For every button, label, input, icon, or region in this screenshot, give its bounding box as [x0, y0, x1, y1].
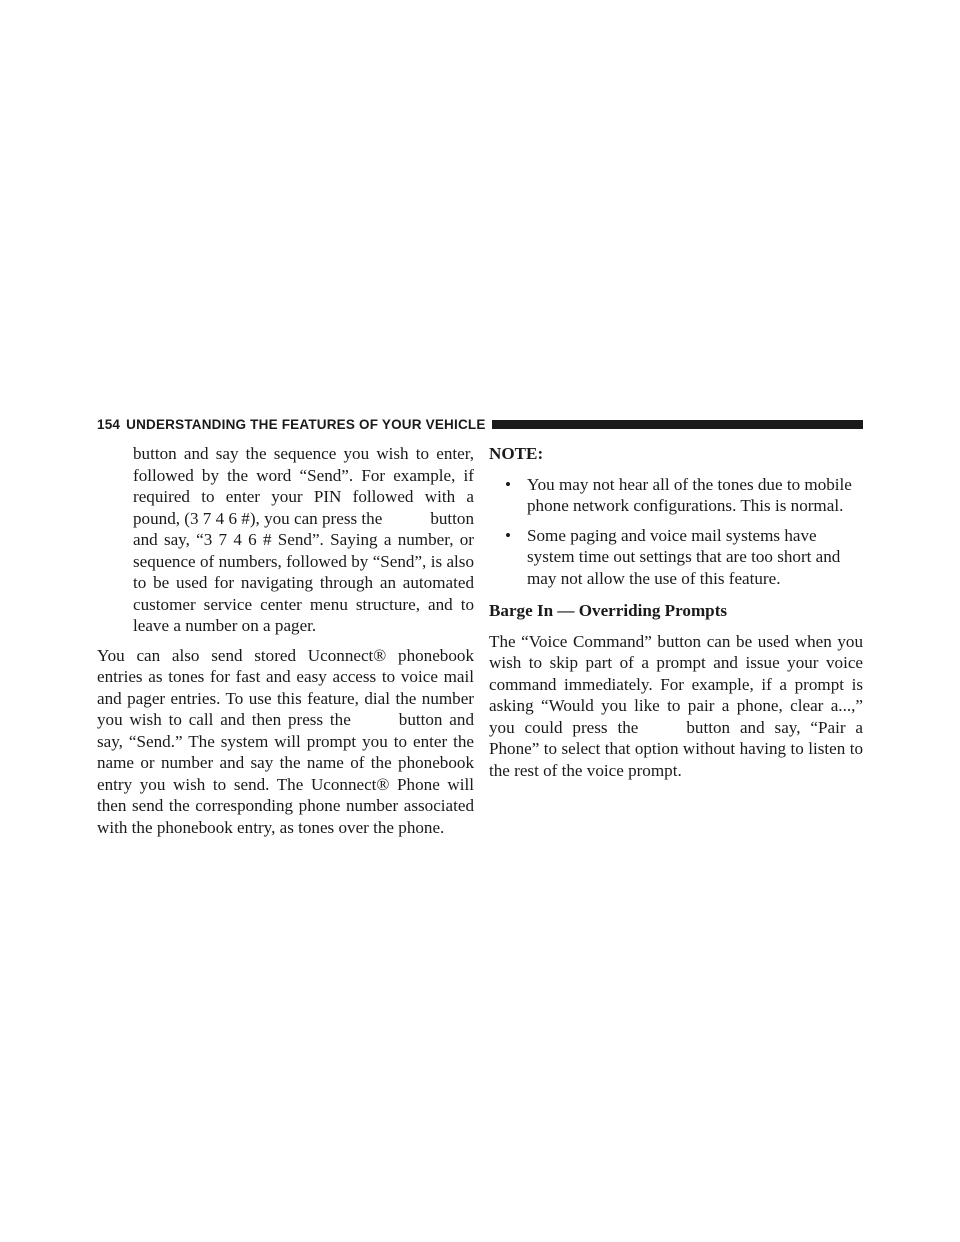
paragraph-phonebook-tones	[97, 645, 474, 839]
paragraph-text: button and say the sequence you wish to enter, followed by the word “Send”. For example, if required to enter your PIN followed with a pound, (3 7 4 6 #), you can press the	[133, 444, 474, 528]
note-heading: NOTE:	[489, 444, 544, 463]
paragraph-text: button and say, “3 7 4 6 # Send”. Saying a number, or sequence of numbers, followed by “Send”, is also to be used for navigating through an automated customer service center menu structure, and to leave a number on a pager.	[133, 508, 474, 635]
paragraph-text: button and say, “Pair a Phone” to select that option without having to listen to the rest of the voice prompt.	[489, 717, 864, 780]
note-list	[489, 474, 863, 590]
bullet-icon: •	[505, 474, 511, 494]
header-rule	[492, 420, 863, 429]
note-text: You may not hear all of the tones due to mobile phone network configurations. This is normal.	[527, 474, 852, 515]
note-item	[489, 474, 863, 517]
paragraph-text: The “Voice Command” button can be used when you wish to skip part of a prompt and issue your voice command immediately. For example, if a prompt is asking “Would you like to pair a phone, clear a...,” you could press the	[489, 631, 863, 737]
paragraph-barge-in	[489, 631, 863, 782]
right-column	[489, 443, 863, 781]
paragraph-send-sequence	[97, 443, 474, 637]
paragraph-text: button and say, “Send.” The system will prompt you to enter the name or number and say the name of the phonebook entry you wish to send. The Uconnect® Phone will then send the corresponding phone number associated with the phonebook entry, as tones over the phone.	[97, 710, 474, 837]
note-text: Some paging and voice mail systems have system time out settings that are too short and may not allow the use of this feature.	[527, 525, 841, 588]
page-number: 154	[97, 416, 121, 432]
section-subheading: Barge In — Overriding Prompts	[489, 601, 728, 620]
bullet-icon: •	[505, 525, 511, 545]
left-column	[97, 443, 474, 838]
note-item	[489, 525, 863, 590]
paragraph-text: You can also send stored Uconnect® phonebook entries as tones for fast and easy access to voice mail and pager entries. To use this feature, dial the number you wish to call and then press the	[97, 645, 474, 729]
section-title: UNDERSTANDING THE FEATURES OF YOUR VEHICLE	[126, 416, 486, 432]
page-header	[97, 415, 863, 433]
